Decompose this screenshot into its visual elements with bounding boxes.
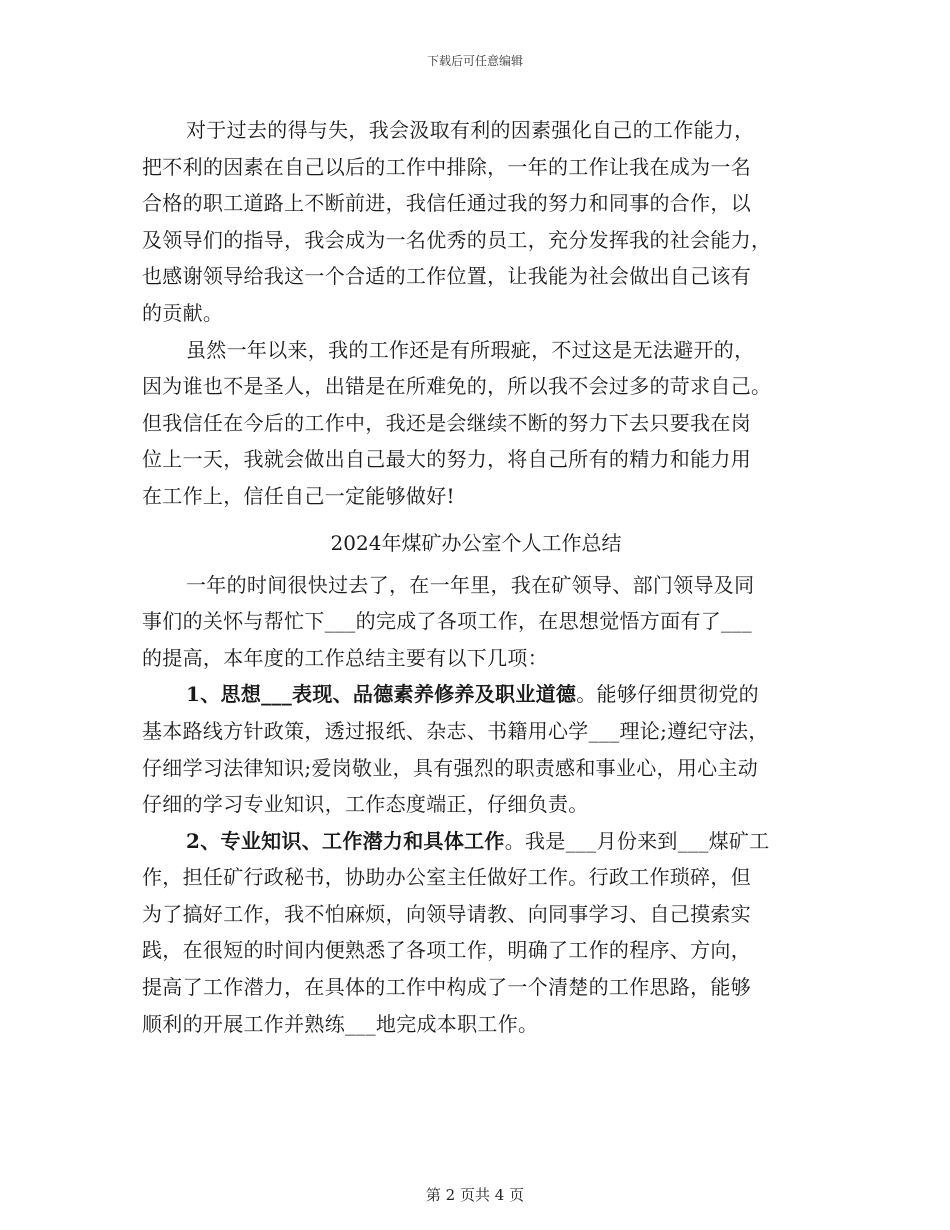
item-text: 。能够仔细贯彻党的 (576, 682, 759, 707)
text-line (142, 676, 810, 713)
text-line: 虽然一年以来，我的工作还是有所瑕疵，不过这是无法避开的， (186, 337, 755, 362)
paragraph-5 (142, 823, 810, 1043)
text-line: 也感谢领导给我这一个合适的工作位置，让我能为社会做出自己该有 (142, 264, 751, 289)
text-line: 仔细学习法律知识;爱岗敬业，具有强烈的职责感和事业心，用心主动 (142, 755, 759, 780)
text-line: 的提高，本年度的工作总结主要有以下几项： (142, 645, 548, 670)
text-line: 仔细的学习专业知识，工作态度端正，仔细负责。 (142, 792, 589, 817)
text-line: 但我信任在今后的工作中，我还是会继续不断的努力下去只要我在岗 (142, 410, 751, 435)
page-footer: 第 2 页共 4 页 (425, 1186, 525, 1204)
text-line: 合格的职工道路上不断前进，我信任通过我的努力和同事的合作，以 (142, 191, 751, 216)
page-header: 下载后可任意编辑 (426, 54, 523, 68)
text-line (142, 823, 810, 860)
text-line: 作，担任矿行政秘书，协助办公室主任做好工作。行政工作琐碎，但 (142, 865, 751, 890)
paragraph-4 (142, 676, 810, 822)
text-line: 在工作上，信任自己一定能够做好! (142, 483, 455, 508)
text-line: 践，在很短的时间内便熟悉了各项工作，明确了工作的程序、方向， (142, 938, 751, 963)
document-body (142, 112, 810, 1042)
paragraph-2 (142, 332, 810, 515)
text-line: 事们的关怀与帮忙下___的完成了各项工作，在思想觉悟方面有了___ (142, 609, 752, 634)
paragraph-1 (142, 112, 810, 332)
paragraph-3 (142, 567, 810, 677)
section-title: 2024年煤矿办公室个人工作总结 (330, 530, 622, 555)
text-line: 为了搞好工作，我不怕麻烦，向领导请教、向同事学习、自己摸索实 (142, 901, 751, 926)
text-line: 的贡献。 (142, 300, 224, 325)
text-line: 基本路线方针政策，透过报纸、杂志、书籍用心学___理论;遵纪守法， (142, 718, 769, 743)
text-line: 位上一天，我就会做出自己最大的努力，将自己所有的精力和能力用 (142, 447, 751, 472)
item-text: 。我是___月份来到___煤矿工 (504, 828, 770, 853)
text-line: 一年的时间很快过去了，在一年里，我在矿领导、部门领导及同 (186, 572, 755, 597)
text-line: 对于过去的得与失，我会汲取有利的因素强化自己的工作能力， (186, 118, 755, 142)
item-heading: 1、思想___表现、品德素养修养及职业道德 (186, 682, 577, 707)
text-line: 把不利的因素在自己以后的工作中排除，一年的工作让我在成为一名 (142, 154, 751, 179)
text-line: 及领导们的指导，我会成为一名优秀的员工，充分发挥我的社会能力， (142, 227, 772, 252)
text-line: 因为谁也不是圣人，出错是在所难免的，所以我不会过多的苛求自己。 (142, 374, 772, 399)
text-line: 顺利的开展工作并熟练___地完成本职工作。 (142, 1011, 539, 1036)
item-heading: 2、专业知识、工作潜力和具体工作 (186, 828, 505, 853)
text-line: 提高了工作潜力，在具体的工作中构成了一个清楚的工作思路，能够 (142, 975, 751, 1000)
